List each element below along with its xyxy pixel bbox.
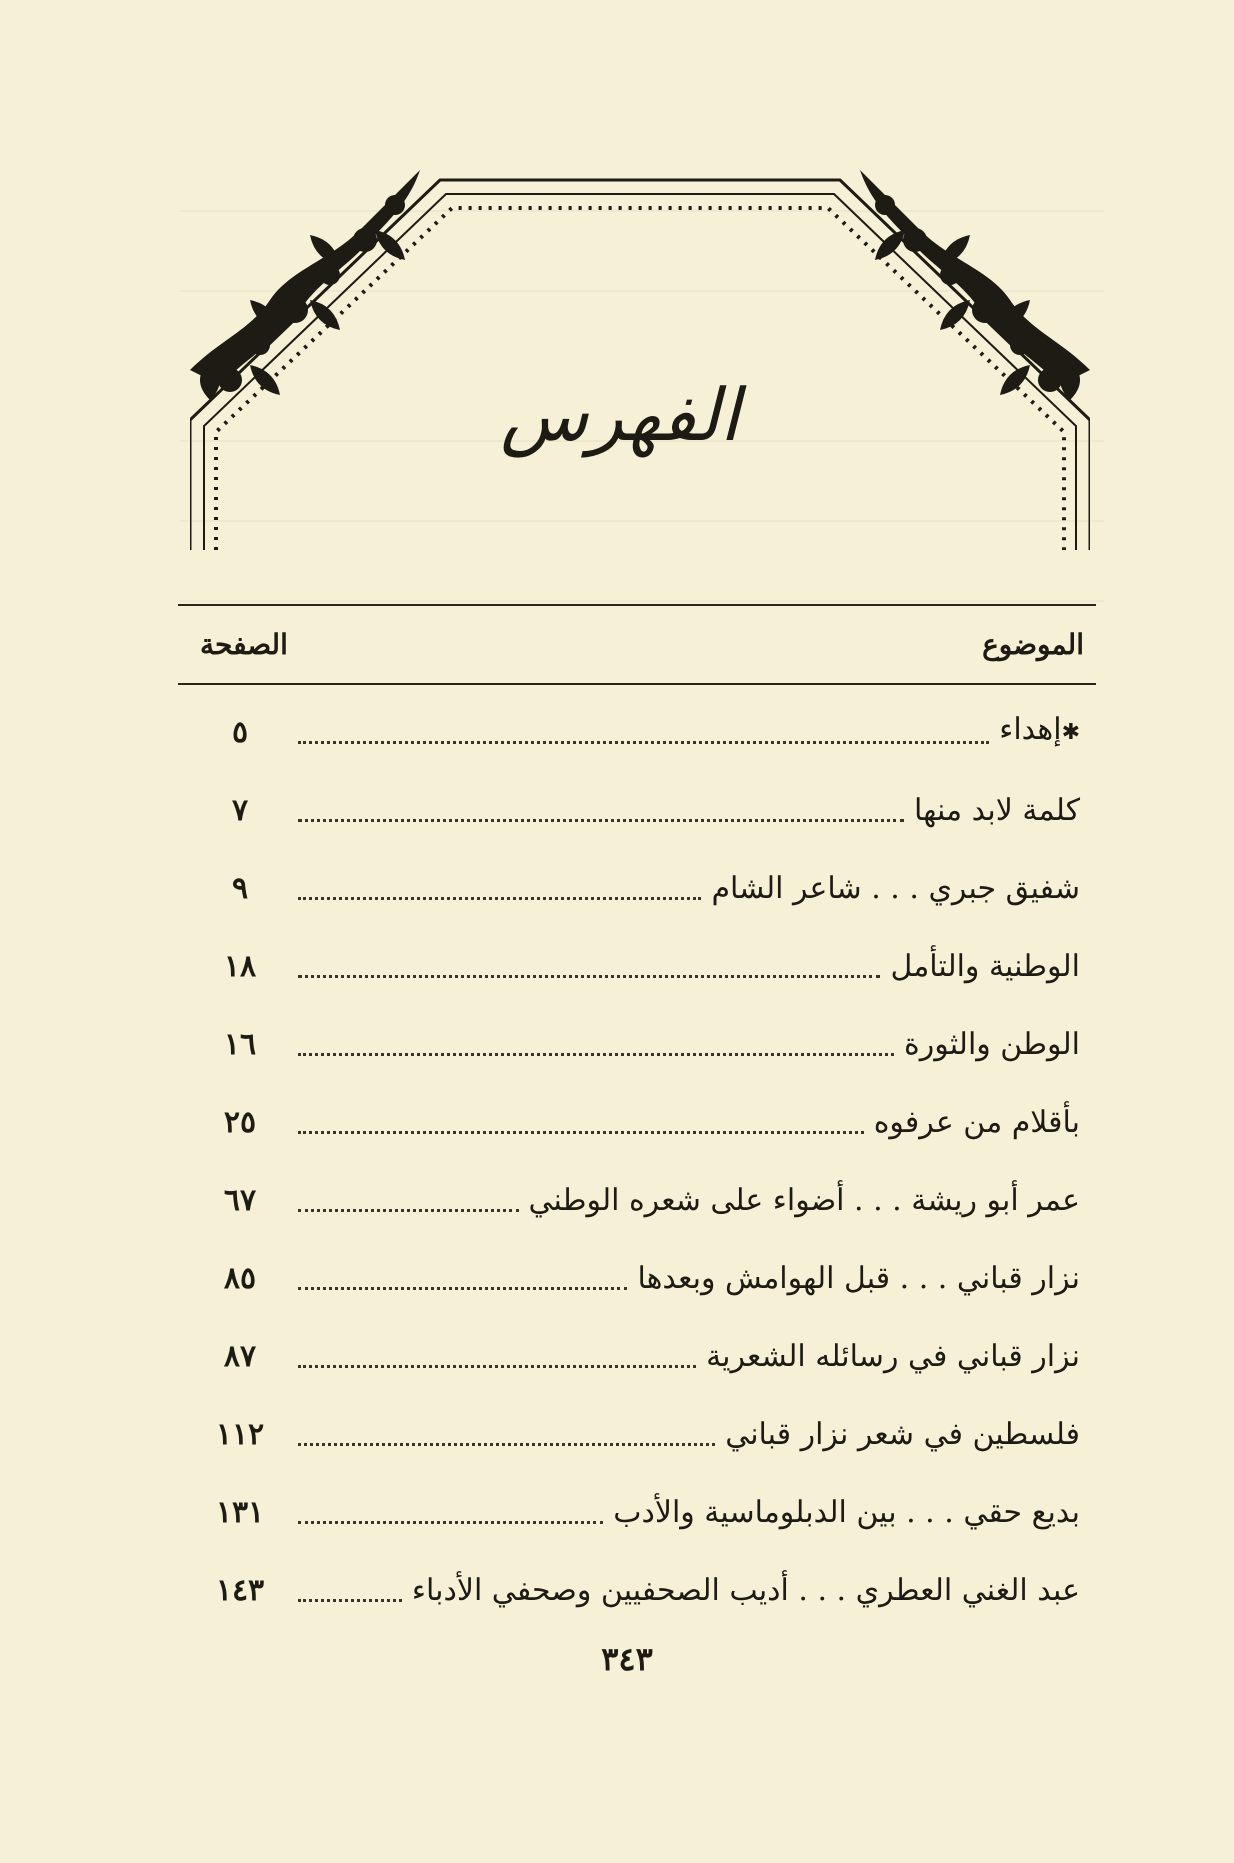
toc-entry-title: بأقلام من عرفوه	[873, 1105, 1080, 1140]
leader-dots	[298, 897, 701, 900]
toc-entry-page: ٩	[231, 871, 249, 906]
toc-entry	[200, 778, 1080, 834]
toc-entry-title: شفيق جبري . . . شاعر الشام	[711, 871, 1080, 906]
toc-entry-title: نزار قباني في رسائله الشعرية	[706, 1339, 1080, 1374]
toc-entry-page: ١٤٣	[215, 1573, 265, 1608]
toc-entry	[200, 1090, 1080, 1146]
leader-dots	[298, 1521, 603, 1524]
toc-entry-page: ١٦	[223, 1027, 257, 1062]
toc-entry	[200, 1246, 1080, 1302]
page-column-header: الصفحة	[200, 628, 288, 661]
toc-entry-page: ٨٥	[223, 1261, 257, 1296]
toc-entry-title: الوطنية والتأمل	[890, 949, 1080, 984]
toc-entry-page: ١٨	[223, 949, 257, 984]
toc-entry	[200, 1558, 1080, 1614]
toc-entry-page: ٦٧	[223, 1183, 257, 1218]
toc-entry-page: ١١٢	[215, 1417, 265, 1452]
toc-entry-page: ٨٧	[223, 1339, 257, 1374]
floral-ornament-left-icon	[190, 170, 420, 400]
toc-entry-title: فلسطين في شعر نزار قباني	[725, 1417, 1080, 1452]
toc-entry-page: ٢٥	[223, 1105, 257, 1140]
toc-entry-page: ١٣١	[215, 1495, 265, 1530]
leader-dots	[298, 819, 904, 822]
bottom-rule	[178, 683, 1096, 685]
leader-dots	[298, 1209, 519, 1212]
toc-entry	[200, 1012, 1080, 1068]
leader-dots	[298, 1131, 864, 1134]
toc-entry-title: ✱ إهداء	[989, 707, 1080, 756]
leader-dots	[298, 975, 880, 978]
leader-dots	[298, 1053, 894, 1056]
top-rule	[178, 604, 1096, 606]
toc-entry-page: ٥	[231, 715, 249, 750]
toc-entry-title: عبد الغني العطري . . . أديب الصحفيين وصحفي الأدباء	[411, 1573, 1080, 1608]
topic-column-header: الموضوع	[982, 628, 1084, 661]
bleed-through-line	[180, 600, 1104, 602]
leader-dots	[298, 1287, 627, 1290]
toc-entry-title: بديع حقي . . . بين الدبلوماسية والأدب	[613, 1495, 1080, 1530]
toc-entry-title: نزار قباني . . . قبل الهوامش وبعدها	[637, 1261, 1080, 1296]
floral-ornament-right-icon	[860, 170, 1090, 400]
leader-dots	[298, 1443, 715, 1446]
leader-dots	[298, 741, 989, 744]
toc-entry-title: الوطن والثورة	[904, 1027, 1080, 1062]
toc-entry	[200, 700, 1080, 756]
page-number: ٣٤٣	[601, 1640, 653, 1678]
toc-entry-page: ٧	[231, 793, 249, 828]
toc-entry-title: كلمة لابد منها	[913, 793, 1080, 828]
index-heading: الفهرس	[500, 373, 740, 457]
toc-entry	[200, 1480, 1080, 1536]
toc-entry	[200, 1168, 1080, 1224]
toc-entry	[200, 934, 1080, 990]
leader-dots	[298, 1365, 696, 1368]
leader-dots	[298, 1599, 402, 1602]
toc-entry-title: عمر أبو ريشة . . . أضواء على شعره الوطني	[528, 1183, 1080, 1218]
toc-entry	[200, 856, 1080, 912]
toc-entry	[200, 1402, 1080, 1458]
toc-entry	[200, 1324, 1080, 1380]
